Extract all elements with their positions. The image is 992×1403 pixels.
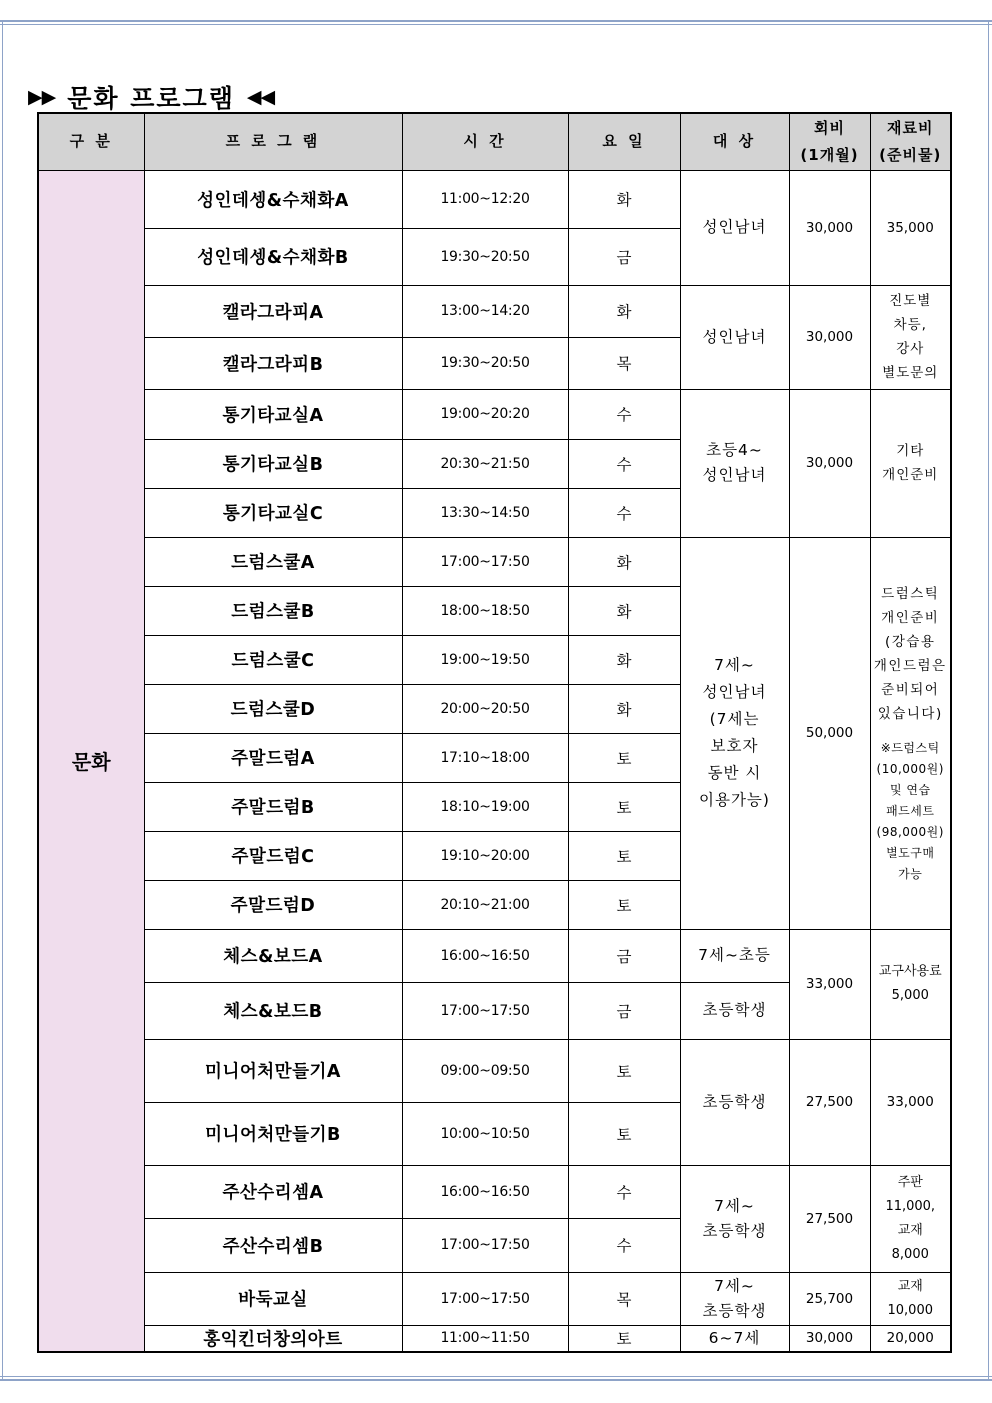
program-name: 드럼스쿨B bbox=[144, 586, 402, 635]
target-cell: 6~7세 bbox=[680, 1325, 789, 1352]
time-cell: 10:00~10:50 bbox=[402, 1102, 568, 1165]
table-row bbox=[38, 1325, 951, 1352]
program-name: 홍익킨더창의아트 bbox=[144, 1325, 402, 1352]
day-cell: 화 bbox=[568, 537, 680, 586]
time-cell: 18:00~18:50 bbox=[402, 586, 568, 635]
table-row bbox=[38, 1039, 951, 1102]
day-cell: 금 bbox=[568, 228, 680, 285]
time-cell: 20:30~21:50 bbox=[402, 439, 568, 488]
day-cell: 토 bbox=[568, 1102, 680, 1165]
fee-cell: 25,700 bbox=[789, 1272, 870, 1325]
day-cell: 토 bbox=[568, 831, 680, 880]
program-name: 주산수리셈B bbox=[144, 1218, 402, 1272]
material-cell: 진도별 차등, 강사 별도문의 bbox=[870, 285, 951, 389]
header-target: 대 상 bbox=[680, 113, 789, 170]
program-name: 주말드럼C bbox=[144, 831, 402, 880]
header-time: 시 간 bbox=[402, 113, 568, 170]
program-name: 미니어처만들기A bbox=[144, 1039, 402, 1102]
day-cell: 수 bbox=[568, 1165, 680, 1218]
table-row bbox=[38, 537, 951, 586]
header-row bbox=[38, 113, 951, 170]
material-cell: 주판 11,000, 교재 8,000 bbox=[870, 1165, 951, 1272]
time-cell: 13:00~14:20 bbox=[402, 285, 568, 337]
day-cell: 목 bbox=[568, 337, 680, 389]
time-cell: 16:00~16:50 bbox=[402, 929, 568, 982]
day-cell: 화 bbox=[568, 684, 680, 733]
time-cell: 11:00~12:20 bbox=[402, 170, 568, 228]
day-cell: 금 bbox=[568, 982, 680, 1039]
target-cell: 초등학생 bbox=[680, 982, 789, 1039]
section-title bbox=[28, 80, 274, 114]
target-cell: 7세~ 성인남녀 (7세는 보호자 동반 시 이용가능) bbox=[680, 537, 789, 929]
header-program: 프 로 그 램 bbox=[144, 113, 402, 170]
program-name: 주산수리셈A bbox=[144, 1165, 402, 1218]
program-name: 주말드럼B bbox=[144, 782, 402, 831]
page-frame-left bbox=[2, 22, 3, 1379]
time-cell: 17:00~17:50 bbox=[402, 1272, 568, 1325]
day-cell: 화 bbox=[568, 635, 680, 684]
time-cell: 18:10~19:00 bbox=[402, 782, 568, 831]
day-cell: 화 bbox=[568, 170, 680, 228]
material-cell: 드럼스틱 개인준비 (강습용 개인드럼은 준비되어 있습니다) ※드럼스틱 (10,000원) 및 연습 패드세트 (98,000원) 별도구매 가능 bbox=[870, 537, 951, 929]
time-cell: 19:00~20:20 bbox=[402, 389, 568, 439]
table-row bbox=[38, 929, 951, 982]
material-cell: 33,000 bbox=[870, 1039, 951, 1165]
day-cell: 토 bbox=[568, 782, 680, 831]
material-cell: 교재 10,000 bbox=[870, 1272, 951, 1325]
program-name: 통기타교실B bbox=[144, 439, 402, 488]
material-cell: 기타 개인준비 bbox=[870, 389, 951, 537]
time-cell: 19:30~20:50 bbox=[402, 337, 568, 389]
program-schedule-table bbox=[37, 112, 952, 1353]
day-cell: 수 bbox=[568, 1218, 680, 1272]
program-name: 캘라그라피B bbox=[144, 337, 402, 389]
time-cell: 17:00~17:50 bbox=[402, 982, 568, 1039]
program-name: 드럼스쿨C bbox=[144, 635, 402, 684]
page-frame-top bbox=[0, 20, 992, 25]
time-cell: 19:00~19:50 bbox=[402, 635, 568, 684]
time-cell: 16:00~16:50 bbox=[402, 1165, 568, 1218]
time-cell: 20:00~20:50 bbox=[402, 684, 568, 733]
title-right-arrows: ◀◀ bbox=[246, 86, 275, 108]
program-name: 미니어처만들기B bbox=[144, 1102, 402, 1165]
day-cell: 수 bbox=[568, 439, 680, 488]
time-cell: 17:00~17:50 bbox=[402, 537, 568, 586]
fee-cell: 33,000 bbox=[789, 929, 870, 1039]
day-cell: 수 bbox=[568, 389, 680, 439]
time-cell: 13:30~14:50 bbox=[402, 488, 568, 537]
page-frame-right bbox=[988, 22, 989, 1379]
title-left-arrows: ▶▶ bbox=[28, 86, 56, 108]
day-cell: 토 bbox=[568, 1325, 680, 1352]
fee-cell: 30,000 bbox=[789, 170, 870, 285]
program-name: 주말드럼D bbox=[144, 880, 402, 929]
header-day: 요 일 bbox=[568, 113, 680, 170]
table-row bbox=[38, 1272, 951, 1325]
day-cell: 금 bbox=[568, 929, 680, 982]
fee-cell: 30,000 bbox=[789, 1325, 870, 1352]
target-cell: 7세~ 초등학생 bbox=[680, 1165, 789, 1272]
program-name: 주말드럼A bbox=[144, 733, 402, 782]
header-category: 구 분 bbox=[38, 113, 144, 170]
time-cell: 20:10~21:00 bbox=[402, 880, 568, 929]
material-cell: 20,000 bbox=[870, 1325, 951, 1352]
day-cell: 토 bbox=[568, 1039, 680, 1102]
table-row bbox=[38, 170, 951, 228]
table-row bbox=[38, 1165, 951, 1218]
program-name: 성인데셍&수채화A bbox=[144, 170, 402, 228]
material-cell: 교구사용료 5,000 bbox=[870, 929, 951, 1039]
target-cell: 초등학생 bbox=[680, 1039, 789, 1165]
day-cell: 목 bbox=[568, 1272, 680, 1325]
time-cell: 09:00~09:50 bbox=[402, 1039, 568, 1102]
program-name: 성인데셍&수채화B bbox=[144, 228, 402, 285]
fee-cell: 50,000 bbox=[789, 537, 870, 929]
program-name: 바둑교실 bbox=[144, 1272, 402, 1325]
program-name: 드럼스쿨A bbox=[144, 537, 402, 586]
target-cell: 7세~ 초등학생 bbox=[680, 1272, 789, 1325]
page-frame-bottom bbox=[0, 1376, 992, 1381]
time-cell: 17:00~17:50 bbox=[402, 1218, 568, 1272]
time-cell: 19:30~20:50 bbox=[402, 228, 568, 285]
header-fee: 회비 (1개월) bbox=[789, 113, 870, 170]
target-cell: 초등4~ 성인남녀 bbox=[680, 389, 789, 537]
time-cell: 19:10~20:00 bbox=[402, 831, 568, 880]
day-cell: 토 bbox=[568, 733, 680, 782]
fee-cell: 30,000 bbox=[789, 389, 870, 537]
day-cell: 화 bbox=[568, 285, 680, 337]
day-cell: 화 bbox=[568, 586, 680, 635]
day-cell: 토 bbox=[568, 880, 680, 929]
program-name: 체스&보드A bbox=[144, 929, 402, 982]
table-row bbox=[38, 285, 951, 337]
program-name: 통기타교실C bbox=[144, 488, 402, 537]
day-cell: 수 bbox=[568, 488, 680, 537]
target-cell: 성인남녀 bbox=[680, 170, 789, 285]
program-name: 드럼스쿨D bbox=[144, 684, 402, 733]
category-cell: 문화 bbox=[38, 170, 144, 1352]
fee-cell: 27,500 bbox=[789, 1039, 870, 1165]
header-material: 재료비 (준비물) bbox=[870, 113, 951, 170]
program-name: 통기타교실A bbox=[144, 389, 402, 439]
time-cell: 11:00~11:50 bbox=[402, 1325, 568, 1352]
program-name: 체스&보드B bbox=[144, 982, 402, 1039]
fee-cell: 27,500 bbox=[789, 1165, 870, 1272]
time-cell: 17:10~18:00 bbox=[402, 733, 568, 782]
title-text: 문화 프로그램 bbox=[67, 84, 235, 113]
table-row bbox=[38, 389, 951, 439]
target-cell: 성인남녀 bbox=[680, 285, 789, 389]
target-cell: 7세~초등 bbox=[680, 929, 789, 982]
fee-cell: 30,000 bbox=[789, 285, 870, 389]
material-cell: 35,000 bbox=[870, 170, 951, 285]
program-name: 캘라그라피A bbox=[144, 285, 402, 337]
